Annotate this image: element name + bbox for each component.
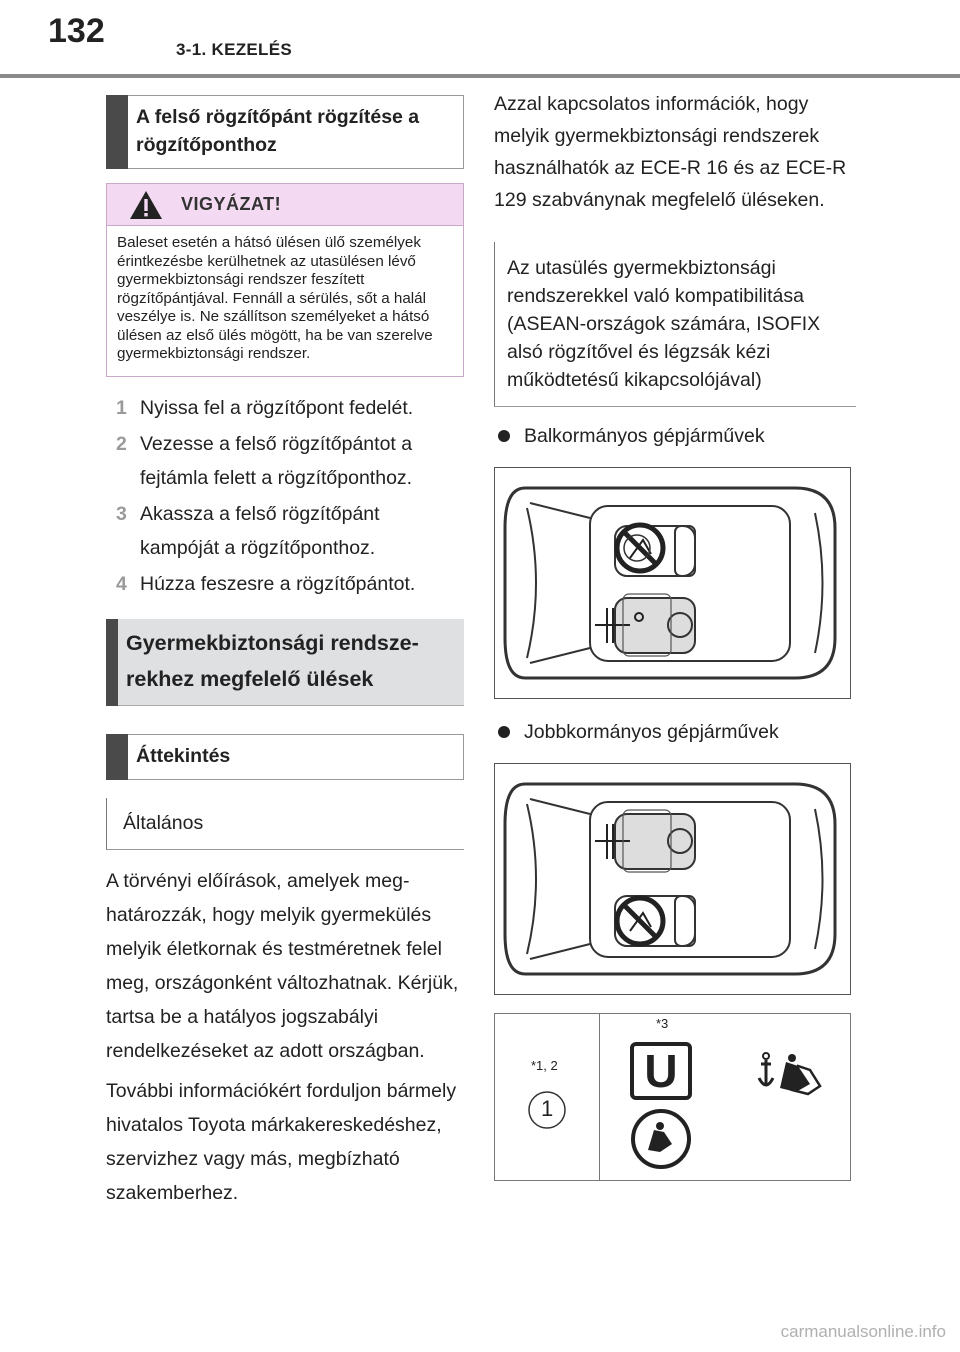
header-rule (0, 74, 960, 78)
warning-text: Baleset esetén a hátsó ülésen ülő személyek érintkezésbe kerülhetnek az utasülésen lévő gyermekbiztonsági rendszer feszített rögzítőpántjával. Fennáll a sérülés, sőt a halál veszélye is. Ne szállítson személyeket a hátsó ülésen az első ülés mögött, ha be van szerelve gyermekbiztonsági rendszer. (117, 234, 433, 362)
car-top-view-icon (495, 764, 850, 994)
warning-title: VIGYÁZAT! (181, 194, 282, 214)
bullet-item (494, 421, 856, 451)
seat-position-cell (495, 1014, 600, 1180)
page-number: 132 (48, 12, 105, 50)
step-text: Vezesse a felső rögzítőpántot a fejtámla felett a rögzítőponthoz. (140, 432, 413, 489)
universal-letter: U (644, 1045, 678, 1097)
bullet-item (494, 717, 856, 747)
seat-number: 1 (541, 1096, 554, 1121)
right-column (494, 88, 856, 1181)
body-paragraph: További információkért forduljon bármely hivatalos Toyota márkakereskedéshez, szervizhez vagy más, megbízható szakemberhez. (106, 1079, 457, 1204)
footnote-ref: *1, 2 (531, 1058, 558, 1073)
warning-header (107, 184, 463, 226)
footnote-ref: *3 (656, 1016, 669, 1031)
bullet-icon (498, 726, 510, 738)
overview-heading: Áttekintés (106, 734, 464, 780)
topic-heading: A felső rögzítőpánt rögzítése a rögzítőponthoz (106, 95, 464, 169)
step-number: 4 (116, 572, 127, 595)
watermark: carmanualsonline.info (780, 1322, 946, 1341)
rhd-seat-diagram (494, 763, 851, 995)
warning-triangle-icon (129, 190, 163, 220)
compatibility-heading: Az utasülés gyermekbiztonsági rendszerekkel való kompatibilitása (ASEAN-országok számára, ISOFIX alsó rögzítővel és légzsák kézi működtetésű kikapcsolójával) (494, 242, 856, 407)
step-text: Húzza feszesre a rögzítőpántot. (140, 572, 416, 595)
bullet-text: Balkormányos gépjárművek (524, 425, 765, 447)
step-item (106, 391, 464, 425)
left-column (106, 95, 464, 1210)
page-header (0, 0, 960, 78)
step-item (106, 567, 464, 601)
step-text: Nyissa fel a rögzítőpont fedelét. (140, 396, 414, 419)
universal-category-icon (630, 1042, 692, 1100)
bullet-text: Jobbkormányos gépjárművek (524, 721, 779, 743)
lhd-seat-diagram (494, 467, 851, 699)
isofix-anchor-icon (756, 1048, 822, 1098)
step-number: 2 (116, 432, 127, 455)
step-number: 3 (116, 502, 127, 525)
warning-box (106, 183, 464, 377)
bullet-icon (498, 430, 510, 442)
step-item (106, 497, 464, 565)
step-text: Akassza a felső rögzítőpánt kampóját a rögzítőponthoz. (140, 502, 380, 559)
step-list (106, 391, 464, 601)
general-heading: Általános (106, 798, 464, 850)
symbol-table (494, 1013, 851, 1181)
step-item (106, 427, 464, 495)
step-number: 1 (116, 396, 127, 419)
body-paragraph: A törvényi előírások, amelyek meghatározzák, hogy melyik gyermekülés melyik életkornak és testméretnek felel meg, országonként változhatnak. Kérjük, tartsa be a hatályos jogszabályi rendelkezéseket az adott országban. (106, 869, 459, 1062)
child-seat-icon (630, 1108, 692, 1170)
chapter-title: 3-1. KEZELÉS (176, 40, 293, 59)
car-top-view-icon (495, 468, 850, 698)
compatibility-cell (600, 1014, 850, 1180)
intro-paragraph: Azzal kapcsolatos információk, hogy melyik gyermekbiztonsági rendszerek használhatók az ECE-R 16 és az ECE-R 129 szabványnak megfelelő üléseken. (494, 93, 847, 211)
section-heading: Gyermekbiztonsági rendszerekhez megfelelő ülések (106, 619, 464, 706)
